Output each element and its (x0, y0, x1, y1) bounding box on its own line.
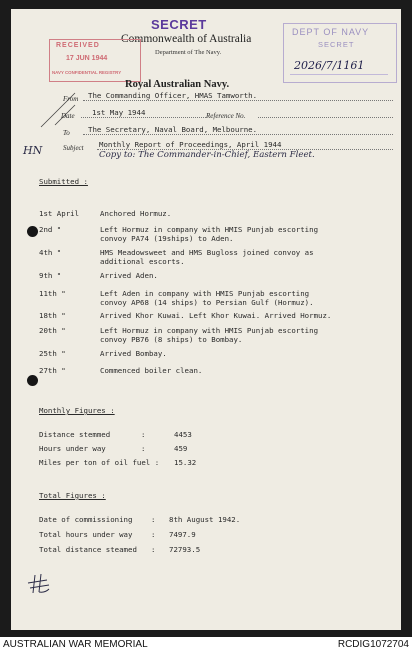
submitted-label: Submitted : (39, 177, 88, 186)
navy-stamp-title: DEPT OF NAVY (292, 27, 370, 37)
entry-text: additional escorts. (100, 257, 185, 266)
navy-stamp-secret: SECRET (318, 40, 355, 49)
totals-value: 72793.5 (169, 545, 201, 554)
totals-value: 7497.9 (169, 530, 196, 539)
entry-date: 4th " (39, 248, 62, 257)
totals-separator: : (151, 515, 156, 524)
received-stamp-date: 17 JUN 1944 (66, 55, 108, 62)
monthly-label: Distance stemmed (39, 430, 111, 439)
to-rule (83, 134, 393, 135)
date-value: 1st May 1944 (92, 108, 146, 117)
reference-label: Reference No. (206, 112, 246, 120)
date-rule (81, 117, 206, 118)
monthly-separator: : (141, 430, 146, 439)
commonwealth-heading: Commonwealth of Australia (121, 33, 252, 45)
classification-heading: SECRET (151, 17, 207, 32)
date-label: Date (61, 112, 75, 120)
handwritten-copy-to: Copy to: The Commander-in-Chief, Eastern Fleet. (99, 150, 315, 160)
monthly-figures-heading: Monthly Figures : (39, 406, 115, 415)
monthly-label: Hours under way (39, 444, 106, 453)
entry-date: 2nd " (39, 225, 62, 234)
binder-hole-bottom (27, 375, 38, 386)
monthly-value: 15.32 (174, 458, 197, 467)
entry-text: Left Aden in company with HMIS Punjab escorting (100, 289, 310, 298)
entry-date: 1st April (39, 209, 80, 218)
entry-date: 25th " (39, 349, 66, 358)
from-rule (83, 100, 393, 101)
received-stamp (49, 39, 141, 82)
received-stamp-registry: NAVY CONFIDENTIAL REGISTRY (52, 70, 122, 75)
entry-text: Left Hormuz in company with HMIS Punjab escorting (100, 225, 319, 234)
navy-secret-stamp (283, 23, 397, 83)
monthly-value: 4453 (174, 430, 192, 439)
entry-text: Commenced boiler clean. (100, 366, 203, 375)
received-stamp-title: RECEIVED (56, 42, 100, 49)
monthly-separator: : (141, 444, 146, 453)
entry-date: 20th " (39, 326, 66, 335)
from-value: The Commanding Officer, HMAS Tamworth. (88, 91, 258, 100)
service-heading: Royal Australian Navy. (125, 79, 230, 90)
entry-text: convoy PB76 (8 ships) to Bombay. (100, 335, 243, 344)
entry-text: convoy PA74 (19ships) to Aden. (100, 234, 234, 243)
entry-date: 9th " (39, 271, 62, 280)
subject-label: Subject (63, 144, 84, 152)
department-subheading: Department of The Navy. (155, 49, 222, 56)
footer-record-id: RCDIG1072704 (337, 639, 409, 650)
entry-date: 11th " (39, 289, 66, 298)
entry-date: 18th " (39, 311, 66, 320)
entry-text: convoy AP68 (14 ships) to Persian Gulf (Hormuz). (100, 298, 314, 307)
entry-text: Left Hormuz in company with HMIS Punjab escorting (100, 326, 319, 335)
to-value: The Secretary, Naval Board, Melbourne. (88, 125, 258, 134)
margin-handwritten-initials: HN (23, 144, 43, 157)
document-page (11, 9, 401, 630)
binder-hole-top (27, 226, 38, 237)
subject-value: Monthly Report of Proceedings, April 1944 (99, 140, 282, 149)
from-label: From (63, 95, 79, 103)
totals-label: Total hours under way (39, 530, 133, 539)
monthly-label: Miles per ton of oil fuel : (39, 458, 160, 467)
entry-text: Arrived Bombay. (100, 349, 167, 358)
entry-text: HMS Meadowsweet and HMS Bugloss joined convoy as (100, 248, 314, 257)
totals-separator: : (151, 545, 156, 554)
to-label: To (63, 129, 70, 137)
reference-rule (258, 117, 393, 118)
navy-stamp-rule (290, 74, 388, 75)
totals-label: Date of commissioning (39, 515, 133, 524)
totals-separator: : (151, 530, 156, 539)
totals-value: 8th August 1942. (169, 515, 241, 524)
monthly-value: 459 (174, 444, 188, 453)
totals-label: Total distance steamed (39, 545, 137, 554)
handwritten-mark-bottom (25, 571, 53, 595)
total-figures-heading: Total Figures : (39, 491, 106, 500)
entry-date: 27th " (39, 366, 66, 375)
archive-footer (0, 637, 412, 653)
entry-text: Anchored Hormuz. (100, 209, 172, 218)
navy-stamp-file-number: 2026/7/1161 (294, 59, 365, 72)
entry-text: Arrived Aden. (100, 271, 158, 280)
footer-institution: AUSTRALIAN WAR MEMORIAL (3, 639, 148, 650)
entry-text: Arrived Khor Kuwai. Left Khor Kuwai. Arrived Hormuz. (100, 311, 332, 320)
